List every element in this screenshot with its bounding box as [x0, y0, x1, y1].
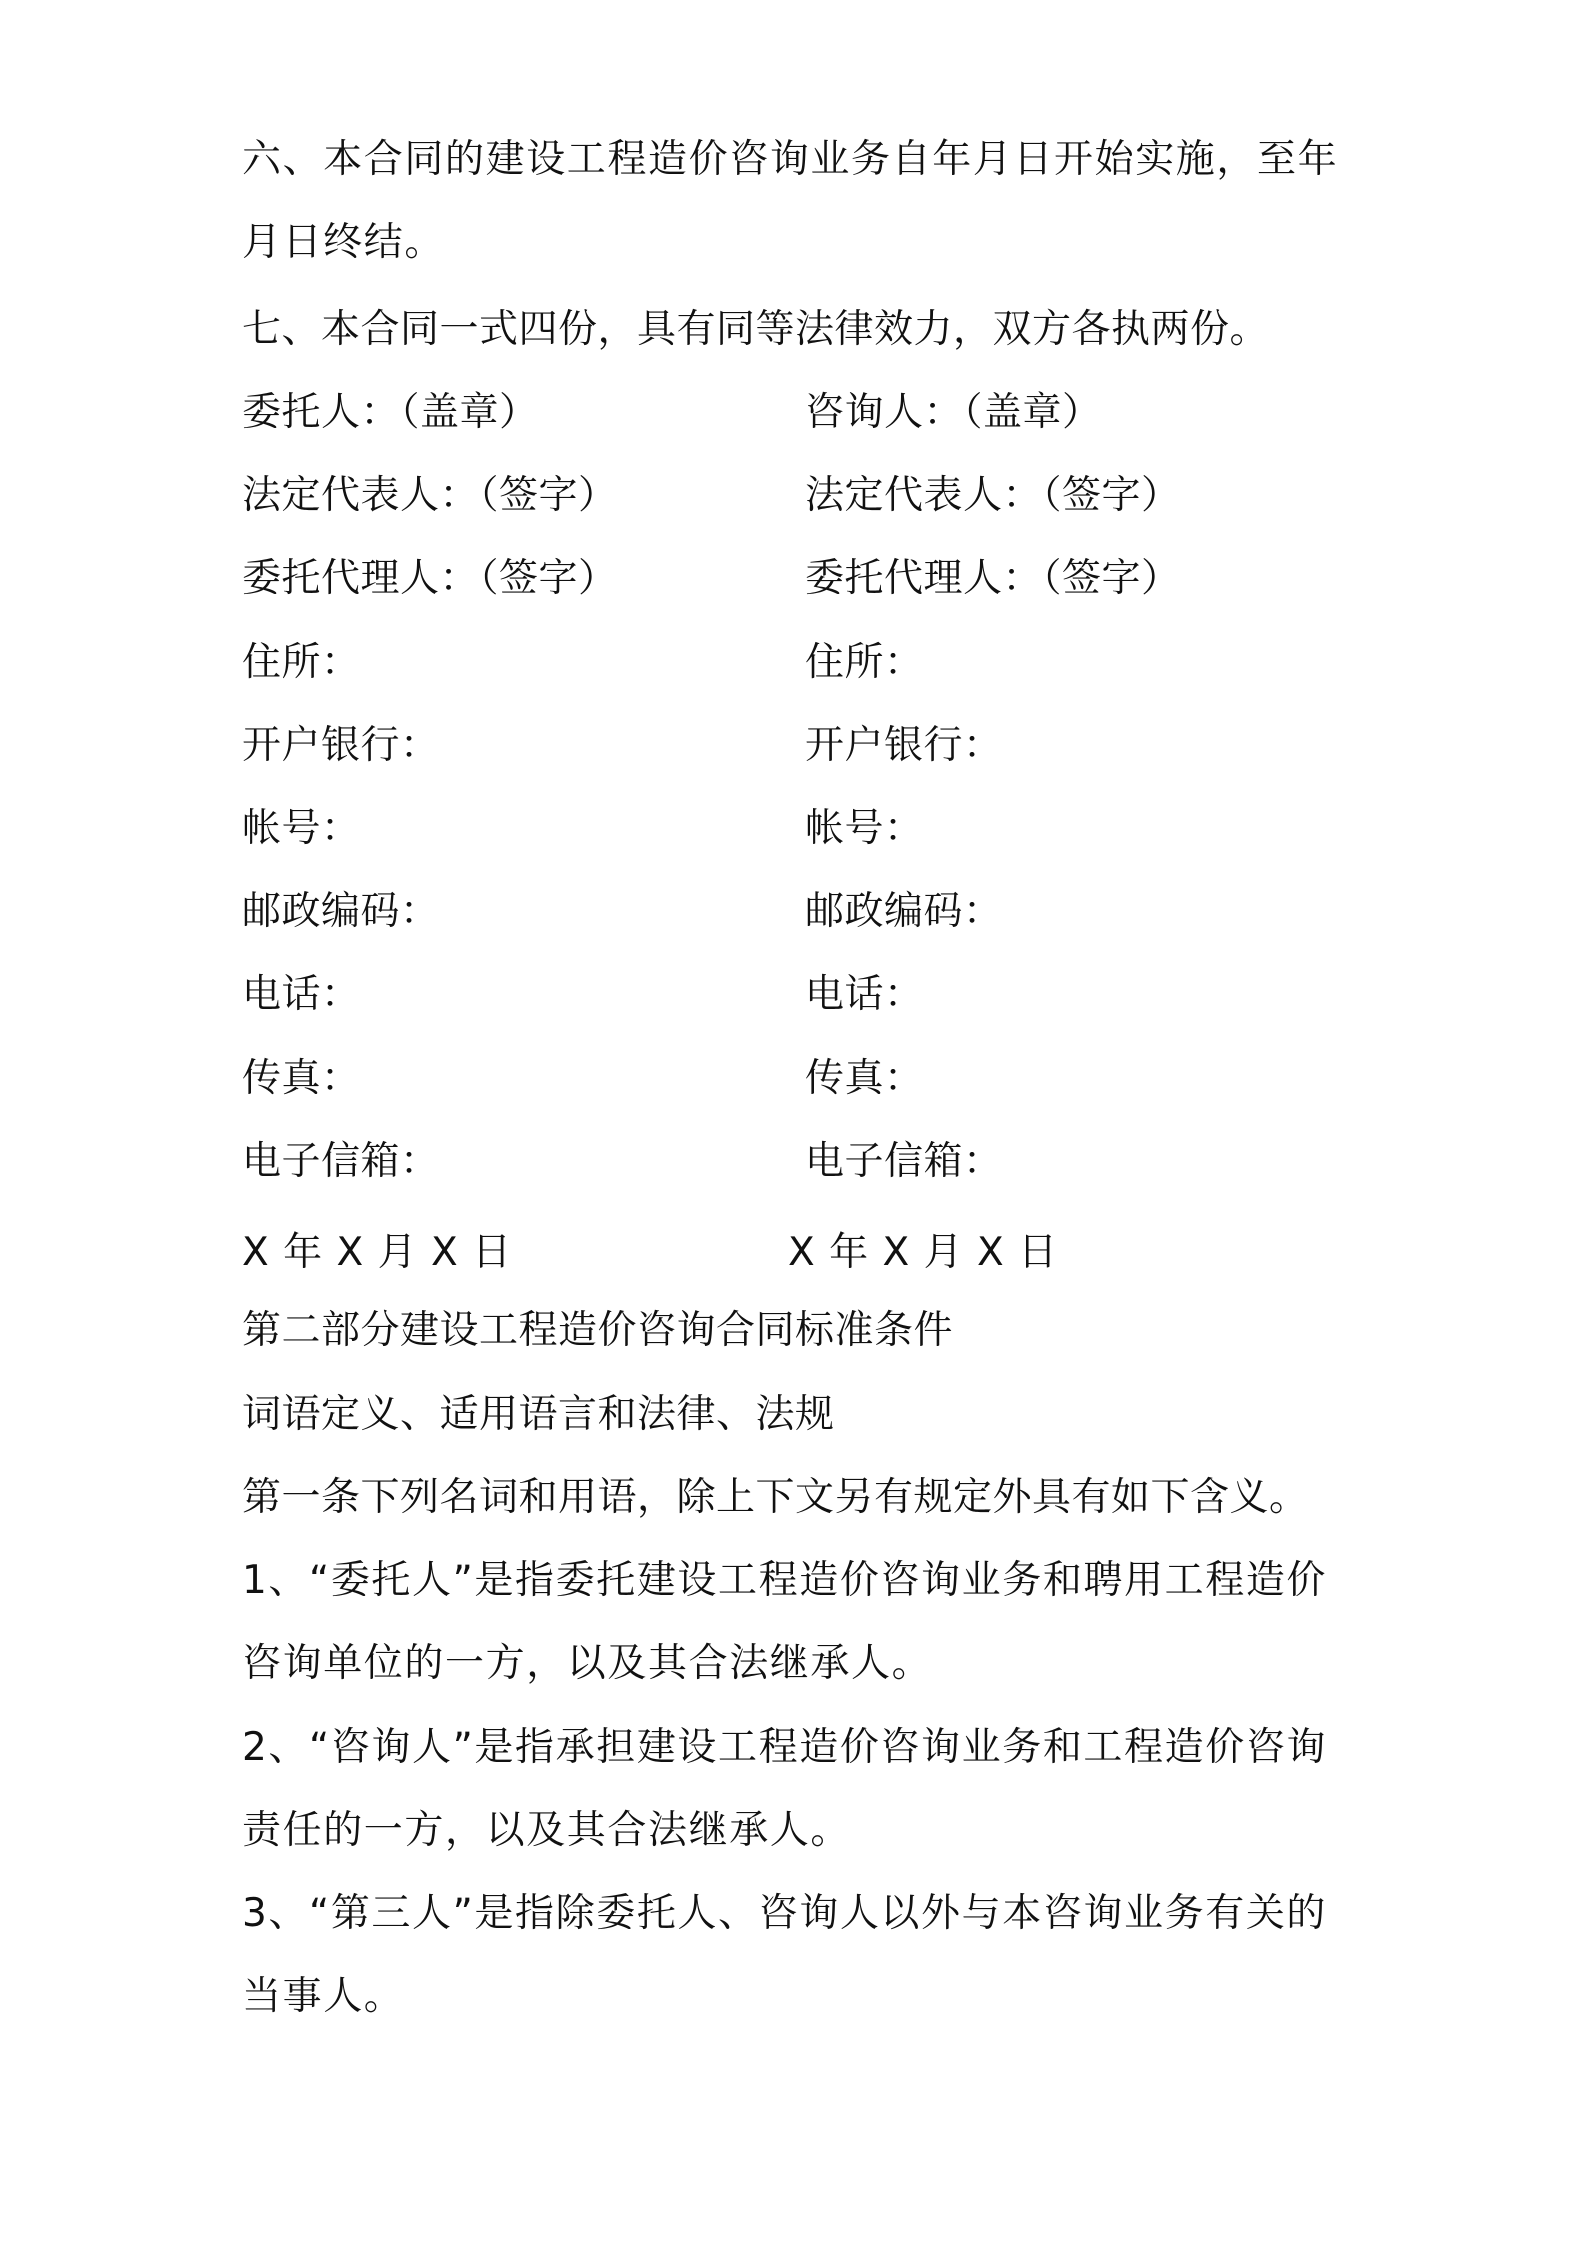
- client-phone-label: 电话：: [242, 972, 361, 1017]
- consultant-account-label: 帐号：: [805, 806, 924, 851]
- client-bank-label: 开户银行：: [242, 723, 440, 768]
- client-account-label: 帐号：: [242, 806, 361, 851]
- client-fax-label: 传真：: [242, 1056, 361, 1101]
- client-seal-label: 委托人：（盖章）: [242, 390, 539, 435]
- definition-3: 3、“第三人”是指除委托人、咨询人以外与本咨询业务有关的当事人。: [242, 1891, 1328, 2019]
- client-email-label: 电子信箱：: [242, 1139, 440, 1184]
- clause-6: 六、本合同的建设工程造价咨询业务自年月日开始实施，至年月日终结。: [242, 137, 1339, 265]
- consultant-postcode-label: 邮政编码：: [805, 889, 1003, 934]
- client-agent-label: 委托代理人：（签字）: [242, 556, 618, 601]
- definition-2: 2、“咨询人”是指承担建设工程造价咨询业务和工程造价咨询责任的一方，以及其合法继承人。: [242, 1725, 1328, 1853]
- definition-1: 1、“委托人”是指委托建设工程造价咨询业务和聘用工程造价咨询单位的一方，以及其合法继承人。: [242, 1558, 1328, 1686]
- client-address-label: 住所：: [242, 640, 361, 685]
- client-date: X 年 X 月 X 日: [242, 1230, 513, 1275]
- clause-7: 七、本合同一式四份，具有同等法律效力，双方各执两份。: [242, 307, 1270, 352]
- part2-title: 第二部分建设工程造价咨询合同标准条件: [242, 1308, 954, 1353]
- part2-subtitle: 词语定义、适用语言和法律、法规: [242, 1392, 835, 1437]
- article-1: 第一条下列名词和用语，除上下文另有规定外具有如下含义。: [242, 1475, 1309, 1520]
- consultant-email-label: 电子信箱：: [805, 1139, 1003, 1184]
- consultant-seal-label: 咨询人：（盖章）: [805, 390, 1102, 435]
- consultant-legal-rep-label: 法定代表人：（签字）: [805, 473, 1181, 518]
- client-legal-rep-label: 法定代表人：（签字）: [242, 473, 618, 518]
- consultant-address-label: 住所：: [805, 640, 924, 685]
- consultant-phone-label: 电话：: [805, 972, 924, 1017]
- client-postcode-label: 邮政编码：: [242, 889, 440, 934]
- consultant-agent-label: 委托代理人：（签字）: [805, 556, 1181, 601]
- consultant-fax-label: 传真：: [805, 1056, 924, 1101]
- consultant-date: X 年 X 月 X 日: [788, 1230, 1059, 1275]
- consultant-bank-label: 开户银行：: [805, 723, 1003, 768]
